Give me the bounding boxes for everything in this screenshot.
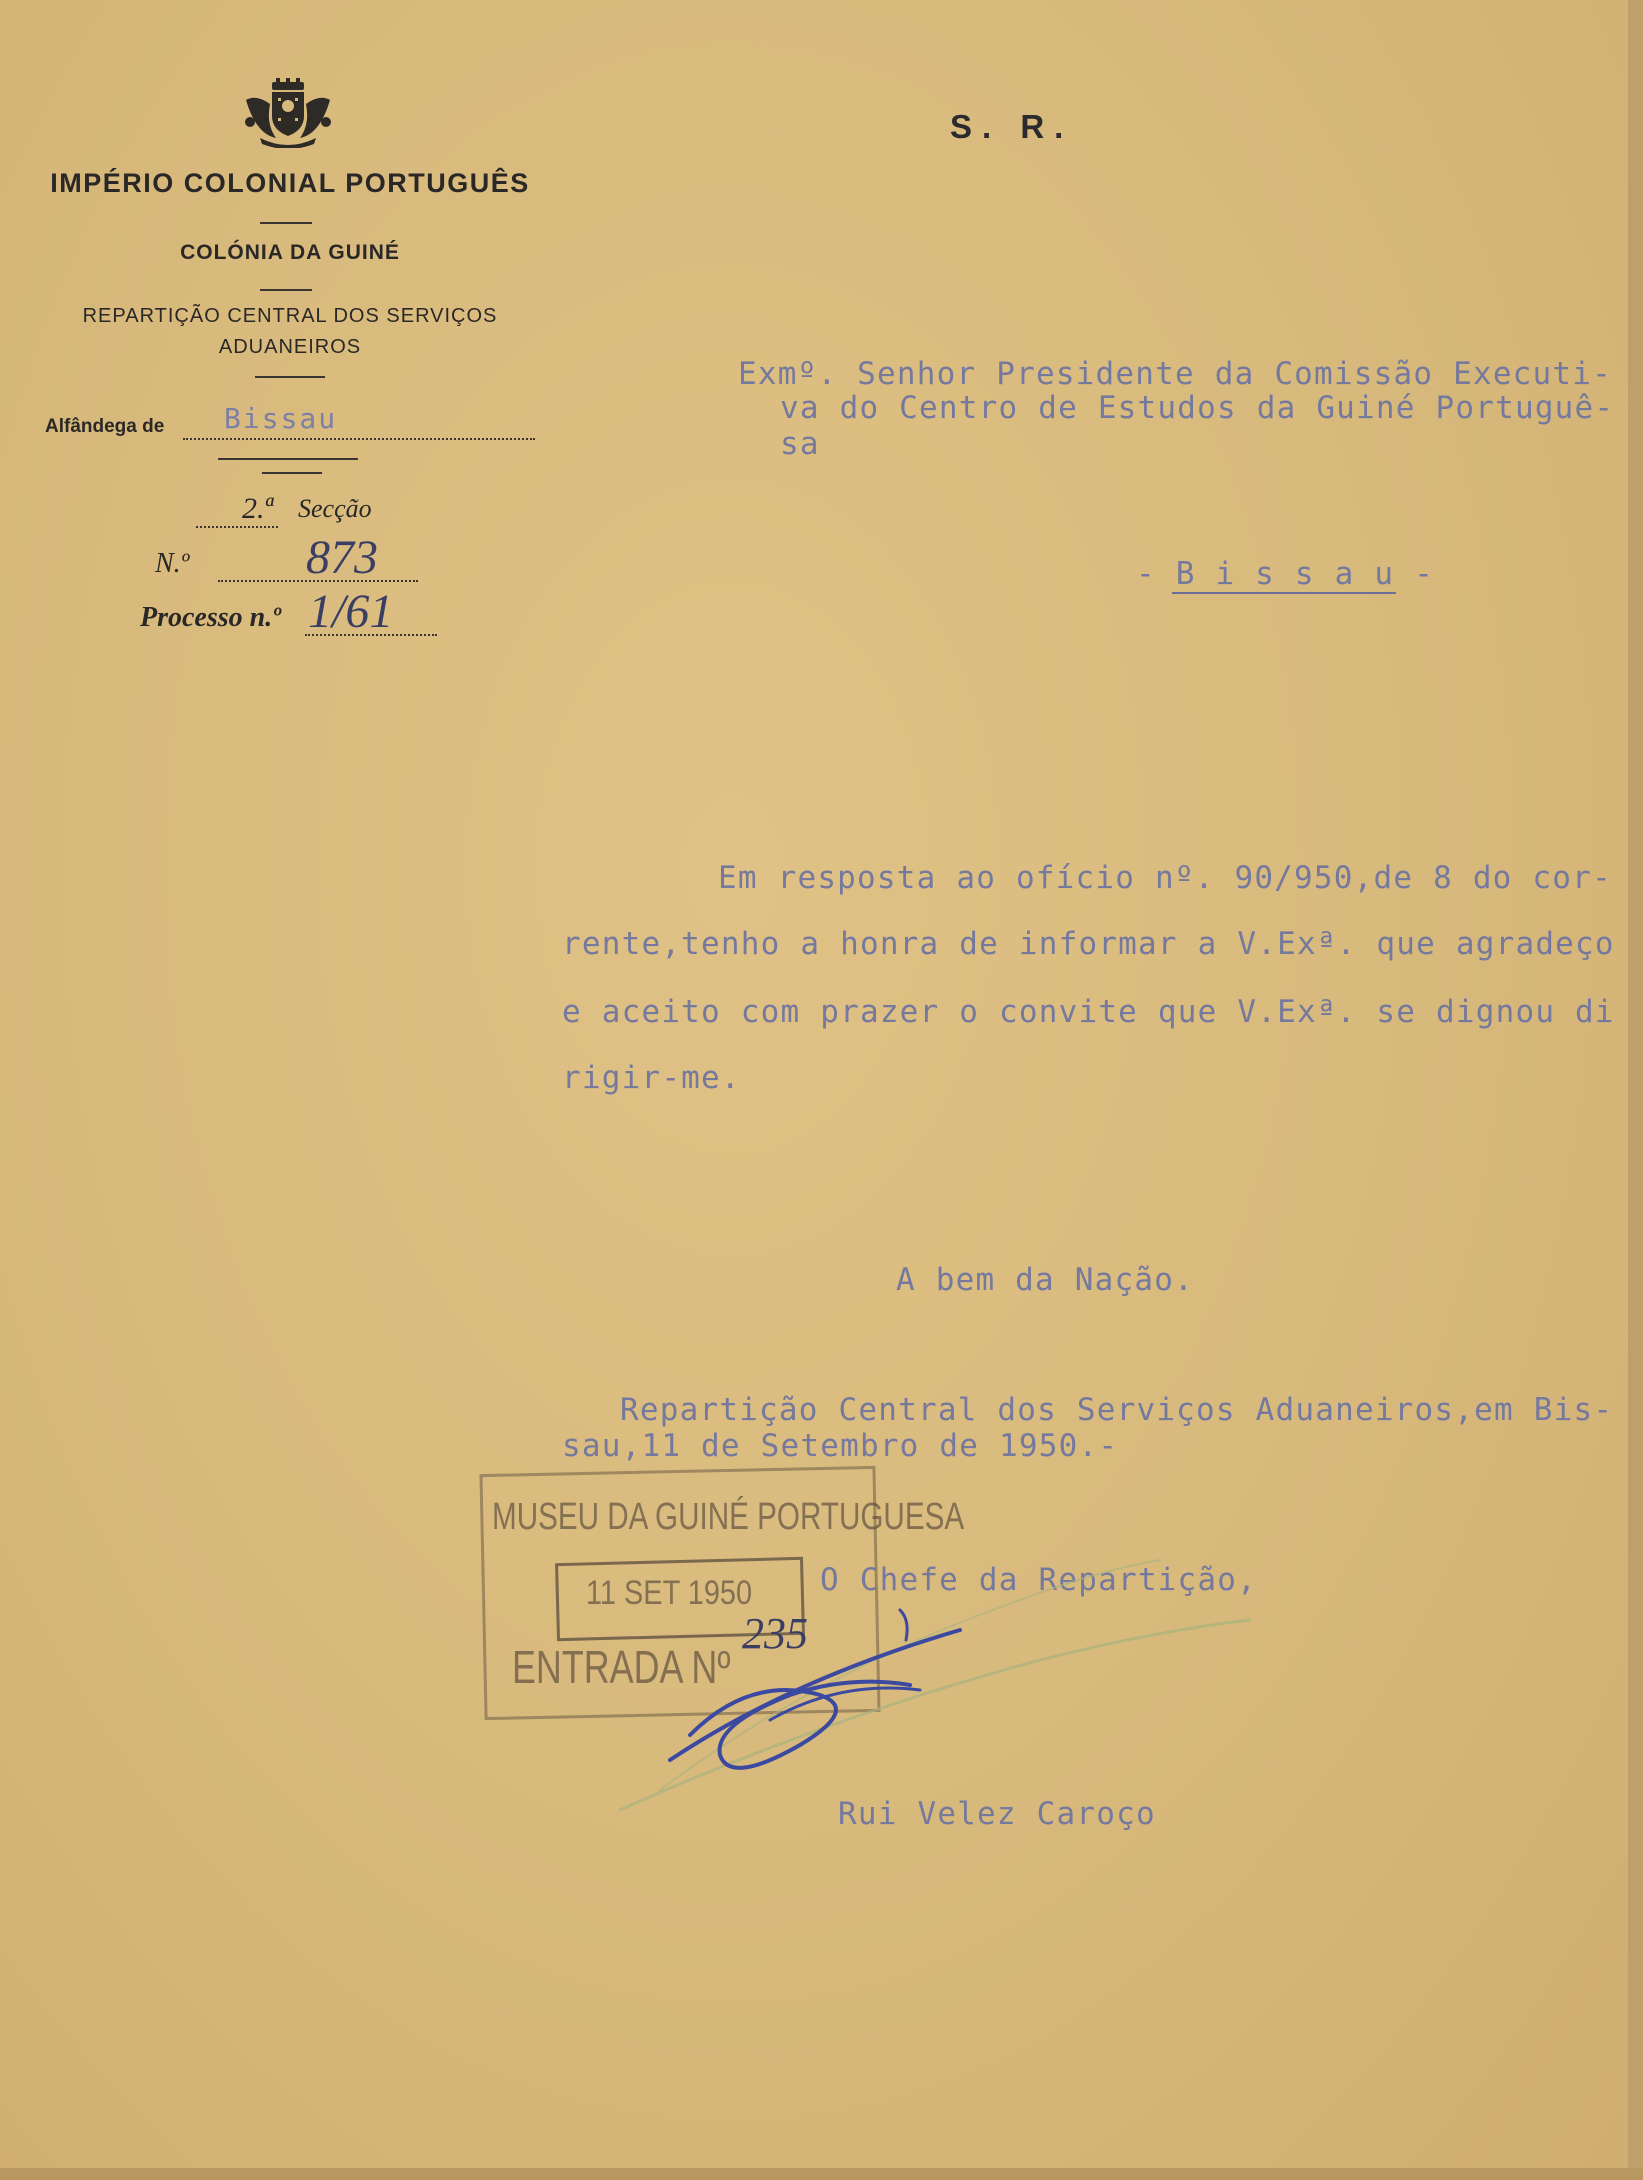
place-date-line2: sau,11 de Setembro de 1950.-: [562, 1428, 1119, 1464]
handwritten-signature: [600, 1520, 1280, 1820]
signatory-name: Rui Velez Caroço: [838, 1796, 1156, 1832]
place-date-line1: Repartição Central dos Serviços Aduaneiros,em Bis-: [620, 1392, 1614, 1428]
divider: [262, 472, 322, 474]
empire-heading: IMPÉRIO COLONIAL PORTUGUÊS: [50, 168, 530, 198]
customs-office-value: Bissau: [224, 402, 338, 435]
stamp-entry-label: ENTRADA Nº: [512, 1641, 731, 1693]
colony-heading: COLÓNIA DA GUINÉ: [180, 241, 400, 264]
body-line2: rente,tenho a honra de informar a V.Exª. que agradeço: [562, 926, 1615, 962]
city-underline: [1172, 592, 1396, 594]
addressee-city: - B i s s a u -: [1136, 556, 1434, 592]
divider: [260, 222, 312, 224]
number-label: N.º: [155, 548, 190, 579]
handwritten-process-number: 1/61: [308, 585, 394, 638]
divider: [255, 376, 325, 378]
divider: [218, 458, 358, 460]
reserved-mark: S. R.: [950, 108, 1074, 145]
handwritten-number: 873: [306, 531, 378, 584]
stamp-entry-number: 235: [742, 1609, 808, 1658]
section-line: [196, 526, 278, 528]
body-line3: e aceito com prazer o convite que V.Exª. se dignou di: [562, 994, 1615, 1030]
body-line1: Em resposta ao ofício nº. 90/950,de 8 do cor-: [718, 860, 1612, 896]
stamp-museum-name: MUSEU DA GUINÉ PORTUGUESA: [492, 1496, 965, 1538]
page-edge: [1628, 0, 1643, 2180]
addressee-line1: Exmº. Senhor Presidente da Comissão Executi-: [738, 356, 1612, 392]
section-number: 2.ª: [242, 492, 273, 525]
page-edge-bottom: [0, 2168, 1643, 2180]
coat-of-arms-icon: [242, 78, 334, 148]
stamp-date: 11 SET 1950: [586, 1574, 753, 1612]
addressee-line2: va do Centro de Estudos da Guiné Portuguê-: [780, 390, 1615, 426]
divider: [260, 289, 312, 291]
customs-office-label: Alfândega de: [45, 416, 165, 437]
process-label: Processo n.º: [140, 602, 281, 633]
department-heading-line2: ADUANEIROS: [218, 336, 362, 358]
department-heading-line1: REPARTIÇÃO CENTRAL DOS SERVIÇOS: [82, 305, 498, 327]
customs-office-line: [183, 438, 535, 440]
addressee-line3: sa: [780, 426, 820, 462]
salutation: A bem da Nação.: [896, 1262, 1194, 1298]
signatory-title: O Chefe da Repartição,: [820, 1562, 1257, 1598]
section-label: Secção: [298, 494, 372, 523]
body-line4: rigir-me.: [562, 1060, 741, 1096]
